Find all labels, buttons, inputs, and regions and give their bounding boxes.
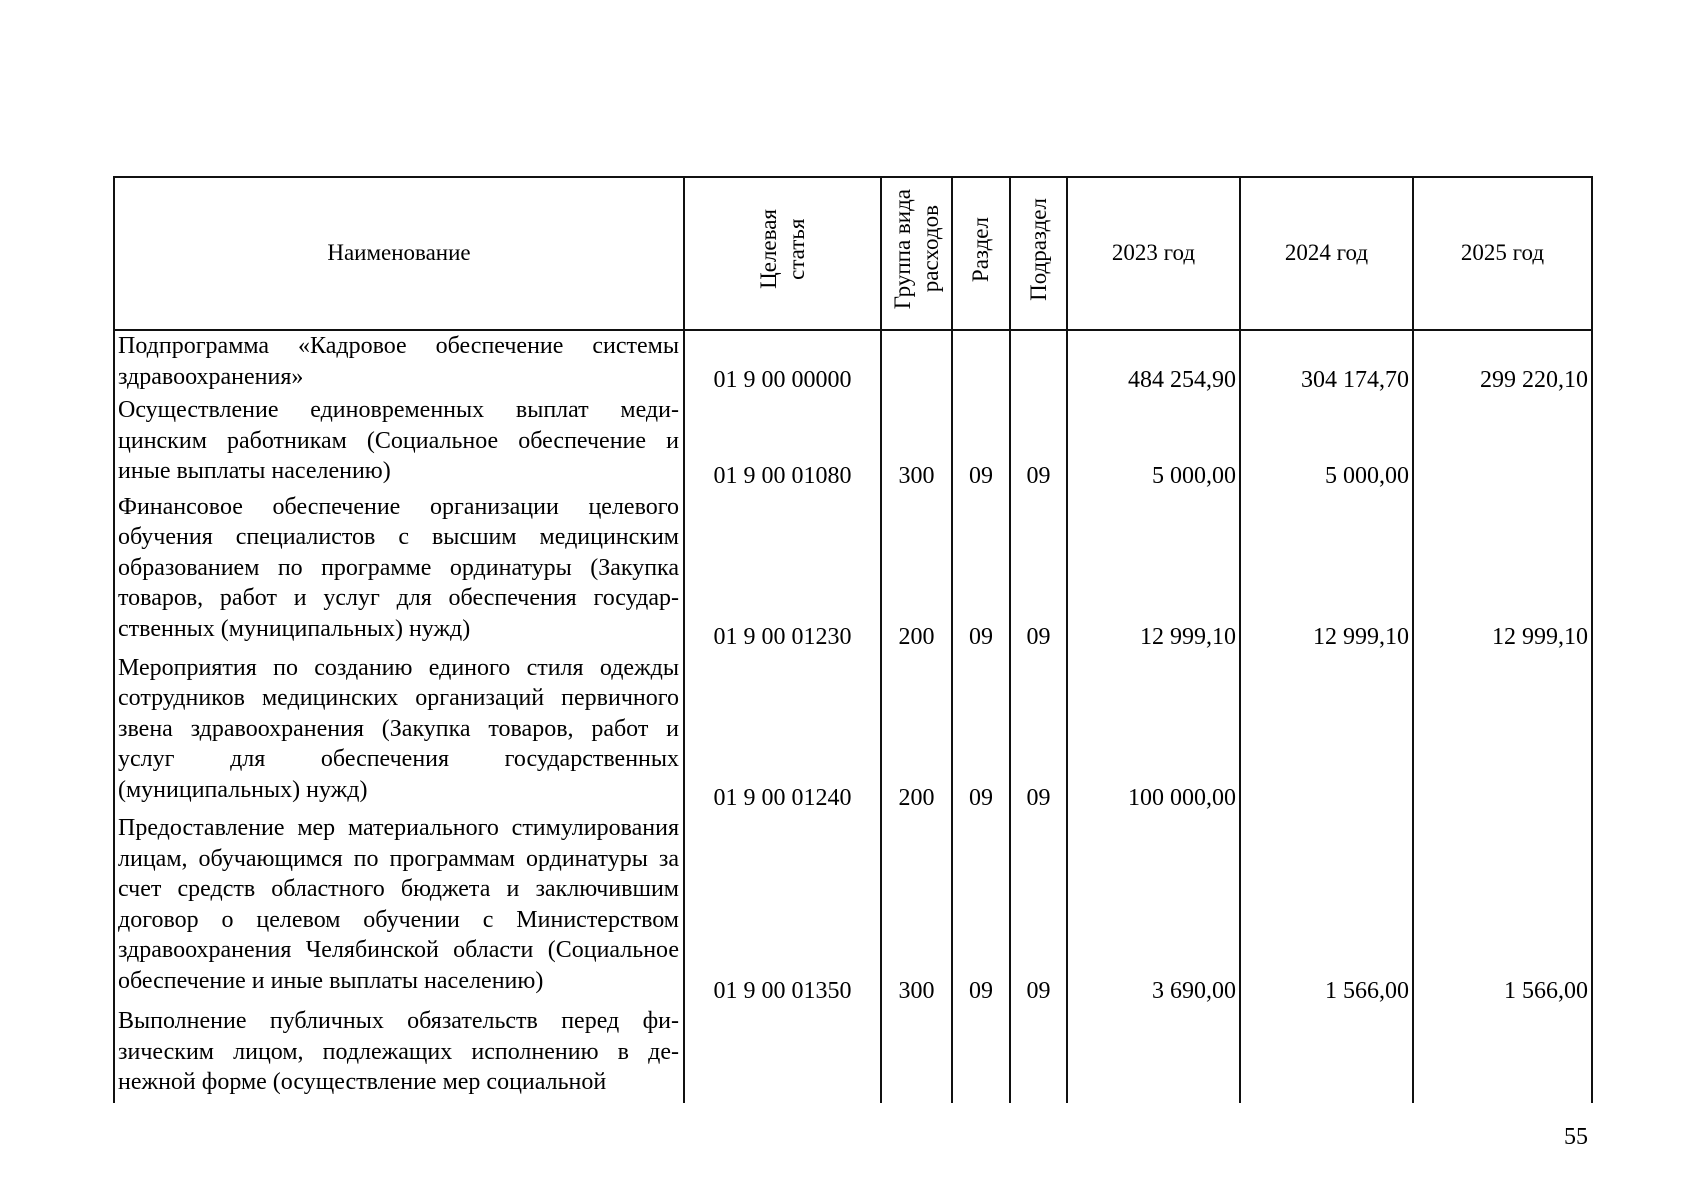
- row-subsection: 09: [1010, 813, 1067, 1006]
- row-section: [952, 330, 1010, 395]
- row-expense-group: [881, 1006, 952, 1103]
- header-subsection-label: Подраздел: [1025, 197, 1051, 301]
- header-target-article: [684, 177, 881, 330]
- row-amount-2023: 3 690,00: [1067, 813, 1240, 1006]
- row-name: Подпрограмма «Кадровое обеспечение системы здравоохранения»: [114, 330, 684, 395]
- row-name: Финансовое обеспечение организации целевого обучения специалистов с высшим медицинским образованием по программе ординатуры (Закупка товаров, работ и услуг для обеспечения государственных (муниципальных) нужд): [114, 492, 684, 653]
- header-expense-group: [881, 177, 952, 330]
- row-target-article: 01 9 00 01350: [684, 813, 881, 1006]
- row-amount-2023: 100 000,00: [1067, 653, 1240, 814]
- row-amount-2025: [1413, 395, 1592, 491]
- row-amount-2024: [1240, 653, 1413, 814]
- row-target-article: 01 9 00 01080: [684, 395, 881, 491]
- row-amount-2023: 484 254,90: [1067, 330, 1240, 395]
- row-expense-group: 300: [881, 813, 952, 1006]
- row-amount-2025: [1413, 1006, 1592, 1103]
- header-section: [952, 177, 1010, 330]
- row-expense-group: 300: [881, 395, 952, 491]
- header-year-2025: 2025 год: [1413, 177, 1592, 330]
- row-expense-group: 200: [881, 653, 952, 814]
- header-group-line1: Группа вида: [889, 189, 915, 310]
- row-amount-2025: 12 999,10: [1413, 492, 1592, 653]
- header-name: Наименование: [114, 177, 684, 330]
- header-target-article-label: [755, 209, 811, 289]
- row-amount-2024: [1240, 1006, 1413, 1103]
- row-section: 09: [952, 395, 1010, 491]
- budget-table: [113, 176, 1593, 1103]
- table-row: [114, 330, 1592, 395]
- table-row: [114, 492, 1592, 653]
- header-subsection: [1010, 177, 1067, 330]
- table-row: [114, 1006, 1592, 1103]
- row-section: [952, 1006, 1010, 1103]
- header-target-line2: статья: [783, 218, 809, 280]
- header-group-line2: расходов: [917, 205, 943, 293]
- table-row: [114, 813, 1592, 1006]
- row-section: 09: [952, 653, 1010, 814]
- table-row: [114, 395, 1592, 491]
- row-amount-2023: [1067, 1006, 1240, 1103]
- header-section-label: Раздел: [968, 216, 993, 282]
- row-subsection: 09: [1010, 653, 1067, 814]
- row-amount-2023: 12 999,10: [1067, 492, 1240, 653]
- row-subsection: 09: [1010, 492, 1067, 653]
- row-amount-2024: 12 999,10: [1240, 492, 1413, 653]
- row-name: Предоставление мер материального стимулирования лицам, обучающимся по программам ординатуры за счет средств областного бюджета и заключившим договор о целевом обучении с Министерством здравоохранения Челябинской области (Социальное обеспечение и иные выплаты населению): [114, 813, 684, 1006]
- row-amount-2025: 1 566,00: [1413, 813, 1592, 1006]
- row-amount-2024: 304 174,70: [1240, 330, 1413, 395]
- page-number: 55: [1564, 1124, 1588, 1150]
- row-expense-group: 200: [881, 492, 952, 653]
- row-target-article: 01 9 00 01240: [684, 653, 881, 814]
- row-amount-2025: 299 220,10: [1413, 330, 1592, 395]
- row-amount-2024: 5 000,00: [1240, 395, 1413, 491]
- table-row: [114, 653, 1592, 814]
- row-amount-2025: [1413, 653, 1592, 814]
- row-subsection: [1010, 330, 1067, 395]
- row-name: Осуществление единовременных выплат медицинским работникам (Социальное обеспечение и иные выплаты населению): [114, 395, 684, 491]
- row-section: 09: [952, 492, 1010, 653]
- header-year-2023: 2023 год: [1067, 177, 1240, 330]
- row-subsection: [1010, 1006, 1067, 1103]
- row-target-article: [684, 1006, 881, 1103]
- row-amount-2024: 1 566,00: [1240, 813, 1413, 1006]
- header-target-line1: Целевая: [755, 209, 781, 290]
- table-header-row: [114, 177, 1592, 330]
- row-amount-2023: 5 000,00: [1067, 395, 1240, 491]
- row-target-article: 01 9 00 00000: [684, 330, 881, 395]
- row-section: 09: [952, 813, 1010, 1006]
- row-name: Выполнение публичных обязательств перед физическим лицом, подлежащих исполнению в денежной форме (осуществление мер социальной: [114, 1006, 684, 1103]
- row-name: Мероприятия по созданию единого стиля одежды сотрудников медицинских организаций первичного звена здравоохранения (Закупка товаров, работ и услуг для обеспечения государственных (муниципальных) нужд): [114, 653, 684, 814]
- row-subsection: 09: [1010, 395, 1067, 491]
- row-target-article: 01 9 00 01230: [684, 492, 881, 653]
- header-year-2024: 2024 год: [1240, 177, 1413, 330]
- header-expense-group-label: [889, 189, 945, 309]
- row-expense-group: [881, 330, 952, 395]
